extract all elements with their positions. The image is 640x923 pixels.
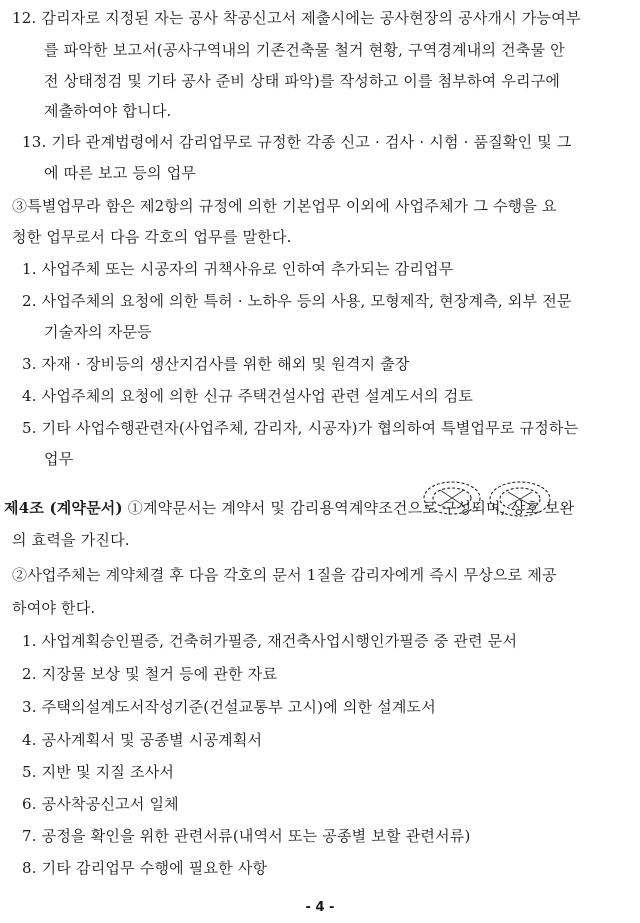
text-line: [44, 449, 73, 469]
line-text: ②사업주체는 계약체결 후 다음 각호의 문서 1질을 감리자에게 즉시 무상으로 제공: [12, 566, 557, 584]
seal-stamp: [414, 480, 554, 526]
text-line: [22, 259, 453, 279]
line-text: 기술자의 자문등: [44, 323, 152, 341]
line-text: 12. 감리자로 지정된 자는 공사 착공신고서 제출시에는 공사현장의 공사개시 가능여부: [12, 9, 581, 27]
line-text: 제출하여야 합니다.: [44, 102, 172, 120]
text-line: [44, 322, 152, 342]
line-text: 에 따른 보고 등의 업무: [44, 164, 197, 182]
text-line: [22, 354, 410, 374]
text-line: [12, 196, 557, 216]
page-number: - 4 -: [305, 900, 335, 915]
line-text: ①계약문서는 계약서 및 감리용역계약조건으로 구성되며, 상호 보완: [127, 499, 575, 517]
line-text: 5. 기타 사업수행관련자(사업주체, 감리자, 시공자)가 협의하여 특별업무로 규정하는: [22, 419, 579, 437]
text-line: [22, 826, 471, 846]
line-text: 4. 공사계획서 및 공종별 시공계획서: [22, 731, 263, 749]
line-text: 업무: [44, 450, 74, 468]
text-line: [22, 730, 262, 750]
text-line: [44, 163, 196, 183]
article-heading: 제4조 (계약문서): [4, 499, 123, 517]
line-text: 2. 사업주체의 요청에 의한 특허 · 노하우 등의 사용, 모형제작, 현장계측, 외부 전문: [22, 292, 572, 310]
line-text: 1. 사업주체 또는 시공자의 귀책사유로 인하여 추가되는 감리업무: [22, 260, 454, 278]
line-text: 2. 지장물 보상 및 철거 등에 관한 자료: [22, 665, 278, 683]
text-line: [22, 858, 267, 878]
text-line: [12, 565, 557, 585]
text-line: [22, 386, 473, 406]
line-text: 청한 업무로서 다음 각호의 업무를 말한다.: [12, 228, 292, 246]
line-text: 8. 기타 감리업무 수행에 필요한 사항: [22, 859, 268, 877]
text-line: [22, 697, 436, 717]
line-text: 하여야 한다.: [12, 599, 96, 617]
line-text: 5. 지반 및 지질 조사서: [22, 763, 175, 781]
text-line: [12, 8, 630, 28]
line-text: 1. 사업계획승인필증, 건축허가필증, 재건축사업시행인가필증 중 관련 문서: [22, 632, 518, 650]
text-line: [22, 631, 517, 651]
text-line: [44, 40, 565, 60]
line-text: 6. 공사착공신고서 일체: [22, 795, 179, 813]
text-line: [22, 794, 179, 814]
line-text: 3. 자재 · 장비등의 생산지검사를 위한 해외 및 원격지 출장: [22, 355, 410, 373]
text-line: [22, 132, 572, 152]
text-line: [22, 664, 277, 684]
line-text: 를 파악한 보고서(공사구역내의 기존건축물 철거 현황, 구역경계내의 건축물 안: [44, 41, 565, 59]
line-text: 7. 공정을 확인을 위한 관련서류(내역서 또는 공종별 보할 관련서류): [22, 827, 471, 845]
text-line: [22, 762, 174, 782]
text-line: [22, 291, 572, 311]
line-text: 전 상태정검 및 기타 공사 준비 상태 파악)를 작성하고 이를 첨부하여 우리구에: [44, 72, 561, 90]
line-text: 의 효력을 가진다.: [12, 531, 130, 549]
line-text: 4. 사업주체의 요청에 의한 신규 주택건설사업 관련 설계도서의 검토: [22, 387, 474, 405]
text-line: [22, 418, 578, 438]
text-line: [44, 71, 560, 91]
text-line: [12, 530, 130, 550]
text-line: [12, 227, 292, 247]
text-line: [12, 598, 95, 618]
line-text: 3. 주택의설계도서작성기준(건설교통부 고시)에 의한 설계도서: [22, 698, 436, 716]
line-text: 13. 기타 관계법령에서 감리업무로 규정한 각종 신고 · 검사 · 시험 · 품질확인 및 그: [22, 133, 572, 151]
text-line: [44, 101, 171, 121]
line-text: ③특별업무라 함은 제2항의 규정에 의한 기본업무 이외에 사업주체가 그 수행을 요: [12, 197, 557, 215]
